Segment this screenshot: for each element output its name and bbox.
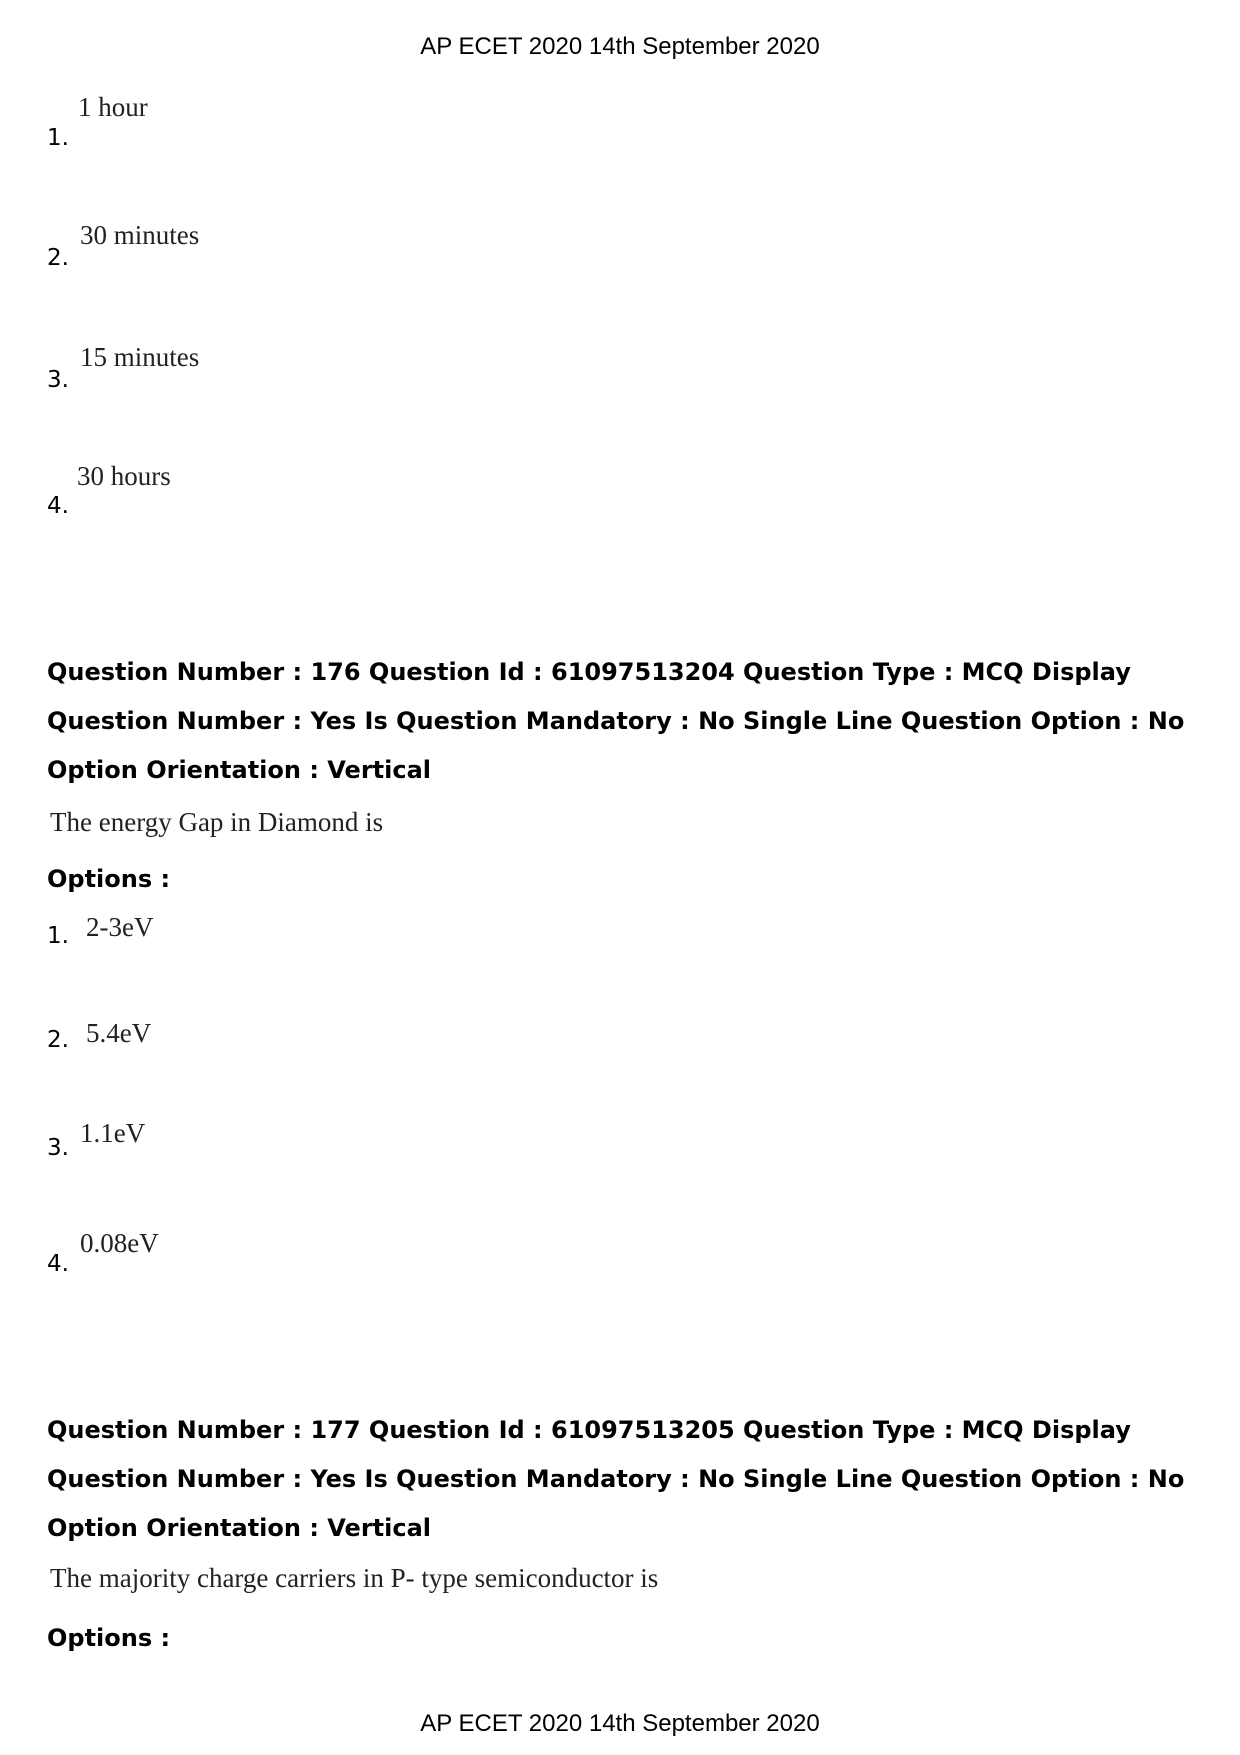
- q177-meta: Question Number : 177 Question Id : 61097513205 Question Type : MCQ Display Question Number : Yes Is Question Mandatory : No Single Line Question Option : No Option Orientation : Vertical: [47, 1416, 1185, 1542]
- q176-option-1-number: 1.: [47, 923, 69, 949]
- prev-option-1-number: 1.: [47, 125, 69, 151]
- prev-option-3-number: 3.: [47, 367, 69, 393]
- q176-option-3-text: 1.1eV: [80, 1118, 146, 1148]
- prev-option-4-text: 30 hours: [77, 461, 171, 491]
- q176-option-1-text: 2-3eV: [86, 912, 154, 942]
- page-header: AP ECET 2020 14th September 2020: [420, 33, 820, 60]
- q176-meta: Question Number : 176 Question Id : 61097513204 Question Type : MCQ Display Question Number : Yes Is Question Mandatory : No Single Line Question Option : No Option Orientation : Vertical: [47, 658, 1185, 784]
- q177-options-label: Options :: [47, 1624, 171, 1652]
- prev-option-1-text: 1 hour: [78, 92, 148, 122]
- q176-option-3-number: 3.: [47, 1135, 69, 1161]
- q177-text: The majority charge carriers in P- type semiconductor is: [50, 1563, 659, 1593]
- q176-text: The energy Gap in Diamond is: [50, 807, 384, 837]
- q176-options-label: Options :: [47, 865, 171, 893]
- prev-option-4-number: 4.: [47, 493, 69, 519]
- q176-option-4-text: 0.08eV: [80, 1228, 159, 1258]
- page-footer: AP ECET 2020 14th September 2020: [420, 1710, 820, 1737]
- prev-option-2-text: 30 minutes: [80, 220, 200, 250]
- prev-option-3-text: 15 minutes: [80, 342, 200, 372]
- q176-option-2-number: 2.: [47, 1027, 69, 1053]
- q176-option-2-text: 5.4eV: [86, 1018, 152, 1048]
- q176-option-4-number: 4.: [47, 1251, 69, 1277]
- prev-option-2-number: 2.: [47, 245, 69, 271]
